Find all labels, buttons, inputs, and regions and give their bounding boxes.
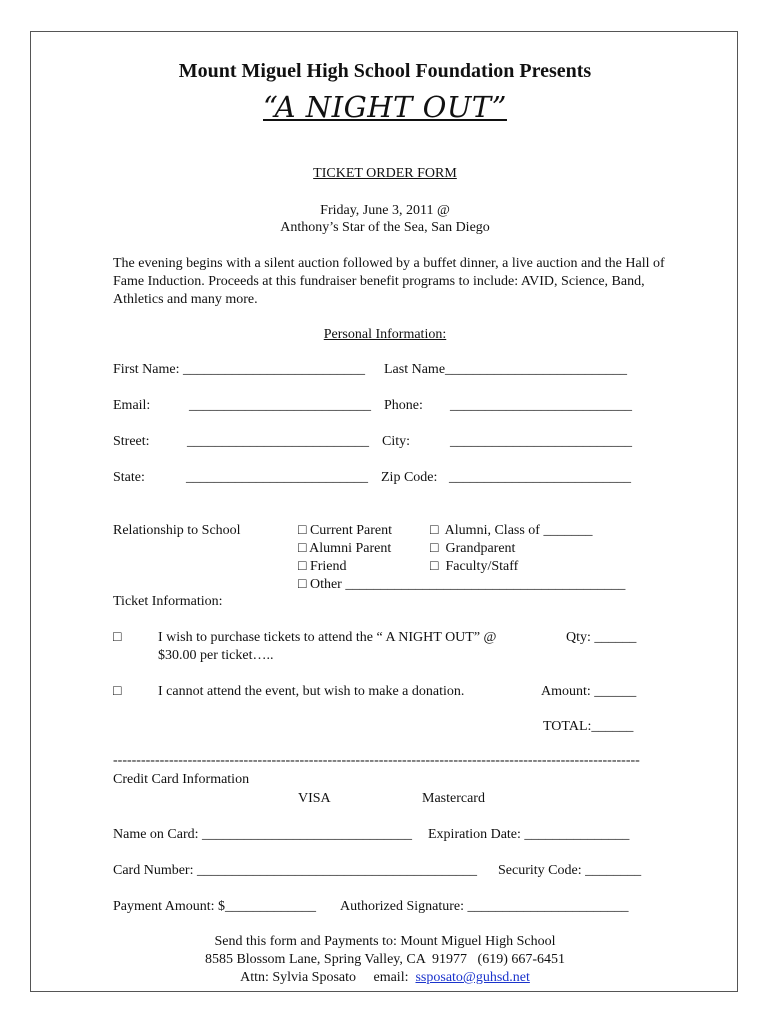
donation-text: I cannot attend the event, but wish to make a donation. <box>158 684 465 699</box>
first-name-field[interactable]: First Name: __________________________ <box>113 362 365 377</box>
state-label: State: <box>113 470 145 485</box>
expiration-date-field[interactable]: Expiration Date: _______________ <box>428 827 630 842</box>
state-field[interactable]: __________________________ <box>186 470 368 485</box>
total-field[interactable]: TOTAL:______ <box>543 719 634 734</box>
purchase-price: $30.00 per ticket….. <box>158 648 274 663</box>
purchase-text: I wish to purchase tickets to attend the “ A NIGHT OUT” @ <box>158 630 497 645</box>
mastercard-option[interactable]: Mastercard <box>422 791 485 806</box>
current-parent-checkbox[interactable]: □ Current Parent <box>298 523 392 538</box>
friend-checkbox[interactable]: □ Friend <box>298 559 347 574</box>
grandparent-checkbox[interactable]: □ Grandparent <box>430 541 516 556</box>
zip-field[interactable]: __________________________ <box>449 470 631 485</box>
form-title: TICKET ORDER FORM <box>313 166 457 181</box>
donation-checkbox[interactable]: □ <box>113 684 122 699</box>
separator-line: ----------------------------------------------------------------------------------------------------------------- <box>113 753 640 768</box>
event-date: Friday, June 3, 2011 @ <box>320 203 450 218</box>
footer-attn: Attn: Sylvia Sposato email: <box>240 970 416 985</box>
last-name-field[interactable]: Last Name__________________________ <box>384 362 628 377</box>
faculty-staff-checkbox[interactable]: □ Faculty/Staff <box>430 559 519 574</box>
qty-field[interactable]: Qty: ______ <box>566 630 637 645</box>
street-label: Street: <box>113 434 150 449</box>
signature-field[interactable]: Authorized Signature: _______________________ <box>340 899 629 914</box>
credit-card-heading: Credit Card Information <box>113 772 250 787</box>
security-code-field[interactable]: Security Code: ________ <box>498 863 642 878</box>
email-label: Email: <box>113 398 151 413</box>
name-on-card-field[interactable]: Name on Card: ______________________________ <box>113 827 413 842</box>
payment-amount-field[interactable]: Payment Amount: $_____________ <box>113 899 316 914</box>
ticket-info-heading: Ticket Information: <box>113 594 223 609</box>
event-name: “A NIGHT OUT” <box>263 90 507 124</box>
amount-field[interactable]: Amount: ______ <box>541 684 637 699</box>
footer-send-to: Send this form and Payments to: Mount Miguel High School <box>214 934 556 949</box>
card-number-field[interactable]: Card Number: ________________________________________ <box>113 863 477 878</box>
city-field[interactable]: __________________________ <box>450 434 632 449</box>
phone-label: Phone: <box>384 398 423 413</box>
page-title: Mount Miguel High School Foundation Presents <box>178 60 592 82</box>
phone-field[interactable]: __________________________ <box>450 398 632 413</box>
relationship-label: Relationship to School <box>113 523 241 538</box>
purchase-checkbox[interactable]: □ <box>113 630 122 645</box>
alumni-parent-checkbox[interactable]: □ Alumni Parent <box>298 541 392 556</box>
personal-info-heading: Personal Information: <box>323 327 447 342</box>
footer-address: 8585 Blossom Lane, Spring Valley, CA 91977 (619) 667-6451 <box>204 952 566 967</box>
event-venue: Anthony’s Star of the Sea, San Diego <box>280 220 490 235</box>
email-link[interactable]: ssposato@guhsd.net <box>415 970 530 985</box>
street-field[interactable]: __________________________ <box>187 434 369 449</box>
zip-label: Zip Code: <box>381 470 438 485</box>
alumni-class-checkbox[interactable]: □ Alumni, Class of _______ <box>430 523 593 538</box>
email-field[interactable]: __________________________ <box>189 398 371 413</box>
footer-contact <box>0 970 770 986</box>
event-description: The evening begins with a silent auction followed by a buffet dinner, a live auction and the Hall of Fame Induction. Proceeds at this fundraiser benefit programs to include: AVID, Science, Band, Athletics and many more. <box>113 256 665 307</box>
other-checkbox[interactable]: □ Other ________________________________________ <box>298 577 626 592</box>
visa-option[interactable]: VISA <box>298 791 331 806</box>
city-label: City: <box>382 434 411 449</box>
